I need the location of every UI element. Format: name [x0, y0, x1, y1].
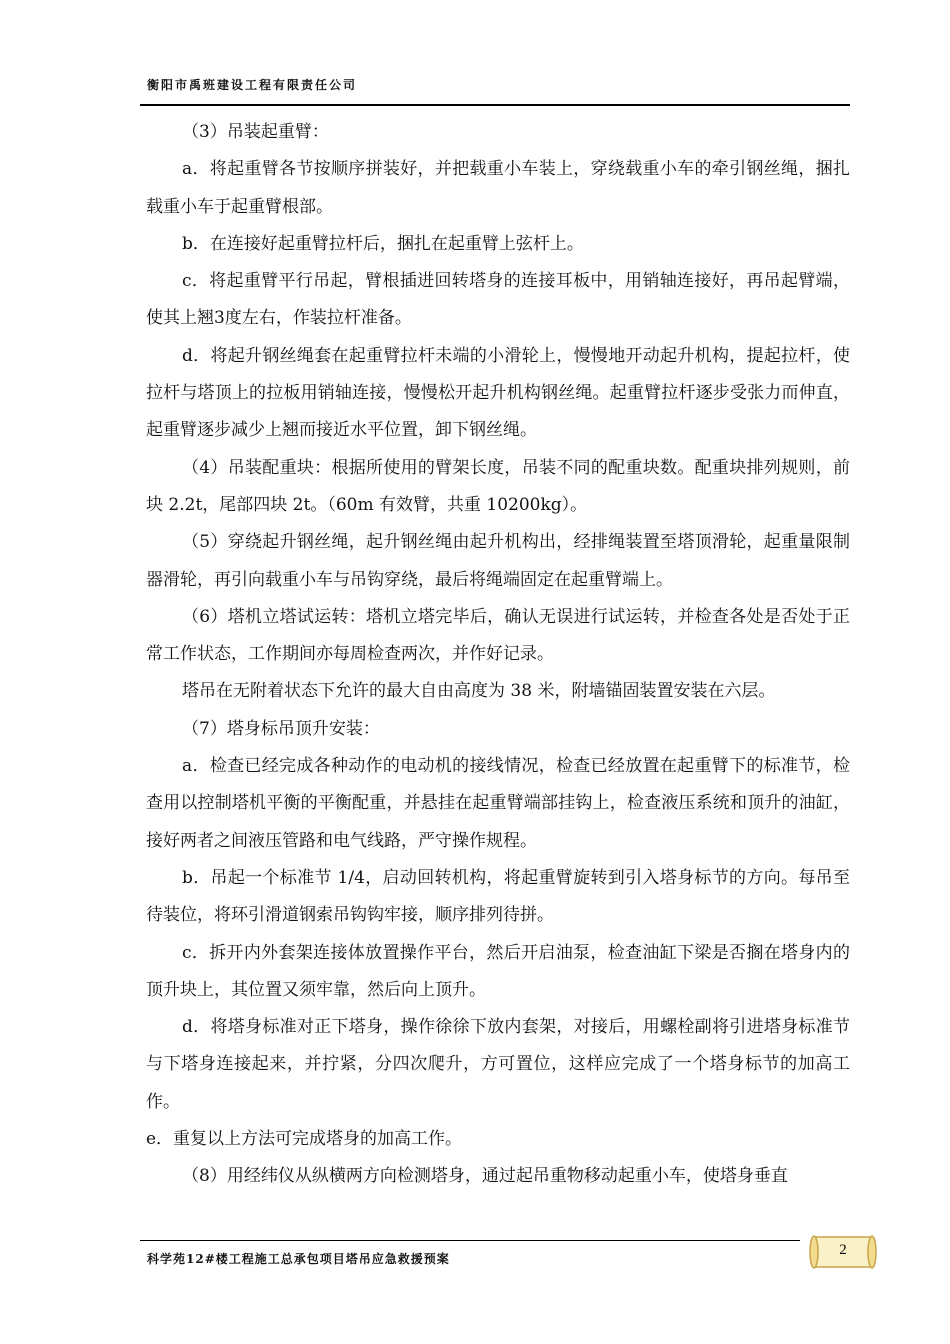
footer-rule: [140, 1240, 800, 1241]
paragraph: b．吊起一个标准节 1/4，启动回转机构，将起重臂旋转到引入塔身标节的方向。每吊至待装位，将环引滑道钢索吊钩钩牢接，顺序排列待拼。: [146, 867, 850, 926]
paragraph: （5）穿绕起升钢丝绳，起升钢丝绳由起升机构出，经排绳装置至塔顶滑轮，起重量限制器滑轮，再引向载重小车与吊钩穿绕，最后将绳端固定在起重臂端上。: [146, 532, 850, 590]
paragraph: b．在连接好起重臂拉杆后，捆扎在起重臂上弦杆上。: [182, 233, 584, 254]
paragraph: a．将起重臂各节按顺序拼装好，并把载重小车装上，穿绕载重小车的牵引钢丝绳，捆扎载重小车于起重臂根部。: [146, 159, 850, 217]
document-footer: 科学苑12#楼工程施工总承包项目塔吊应急救援预案: [147, 1252, 450, 1266]
header-rule: [140, 104, 850, 106]
paragraph: d．将塔身标准对正下塔身，操作徐徐下放内套架，对接后，用螺栓副将引进塔身标准节与下塔身连接起来，并拧紧，分四次爬升，方可置位，这样应完成了一个塔身标节的加高工作。: [146, 1017, 850, 1112]
paragraph: （6）塔机立塔试运转：塔机立塔完毕后，确认无误进行试运转，并检查各处是否处于正常工作状态，工作期间亦每周检查两次，并作好记录。: [146, 606, 850, 665]
document-body: [146, 114, 850, 1196]
paragraph: d．将起升钢丝绳套在起重臂拉杆未端的小滑轮上，慢慢地开动起升机构，提起拉杆，使拉杆与塔顶上的拉板用销轴连接，慢慢松开起升机构钢丝绳。起重臂拉杆逐步受张力而伸直，起重臂逐步减少上翘而接近水平位置，卸下钢丝绳。: [146, 345, 850, 441]
paragraph: c．拆开内外套架连接体放置操作平台，然后开启油泵，检查油缸下梁是否搁在塔身内的顶升块上，其位置又须牢靠，然后向上顶升。: [146, 942, 850, 1000]
paragraph: a．检查已经完成各种动作的电动机的接线情况，检查已经放置在起重臂下的标准节，检查用以控制塔机平衡的平衡配重，并悬挂在起重臂端部挂钩上，检查液压系统和顶升的油缸，接好两者之间液压管路和电气线路，严守操作规程。: [146, 756, 850, 851]
document-header: 衡阳市禹班建设工程有限责任公司: [147, 78, 358, 92]
paragraph: 塔吊在无附着状态下允许的最大自由高度为 38 米，附墙锚固装置安装在六层。: [182, 681, 776, 702]
paragraph: （4）吊装配重块：根据所使用的臂架长度，吊装不同的配重块数。配重块排列规则，前块 2.2t，尾部四块 2t。（60m 有效臂，共重 10200kg）。: [146, 457, 850, 515]
paragraph: （8）用经纬仪从纵横两方向检测塔身，通过起吊重物移动起重小车，使塔身垂直: [182, 1166, 788, 1187]
paragraph: （7）塔身标吊顶升安装：: [182, 718, 380, 739]
paragraph: c．将起重臂平行吊起，臂根插进回转塔身的连接耳板中，用销轴连接好，再吊起臂端，使其上翘3度左右，作装拉杆准备。: [146, 271, 850, 329]
paragraph: （3）吊装起重臂：: [182, 122, 329, 142]
page-number: 2: [839, 1242, 847, 1258]
paragraph: e．重复以上方法可完成塔身的加高工作。: [146, 1129, 463, 1150]
